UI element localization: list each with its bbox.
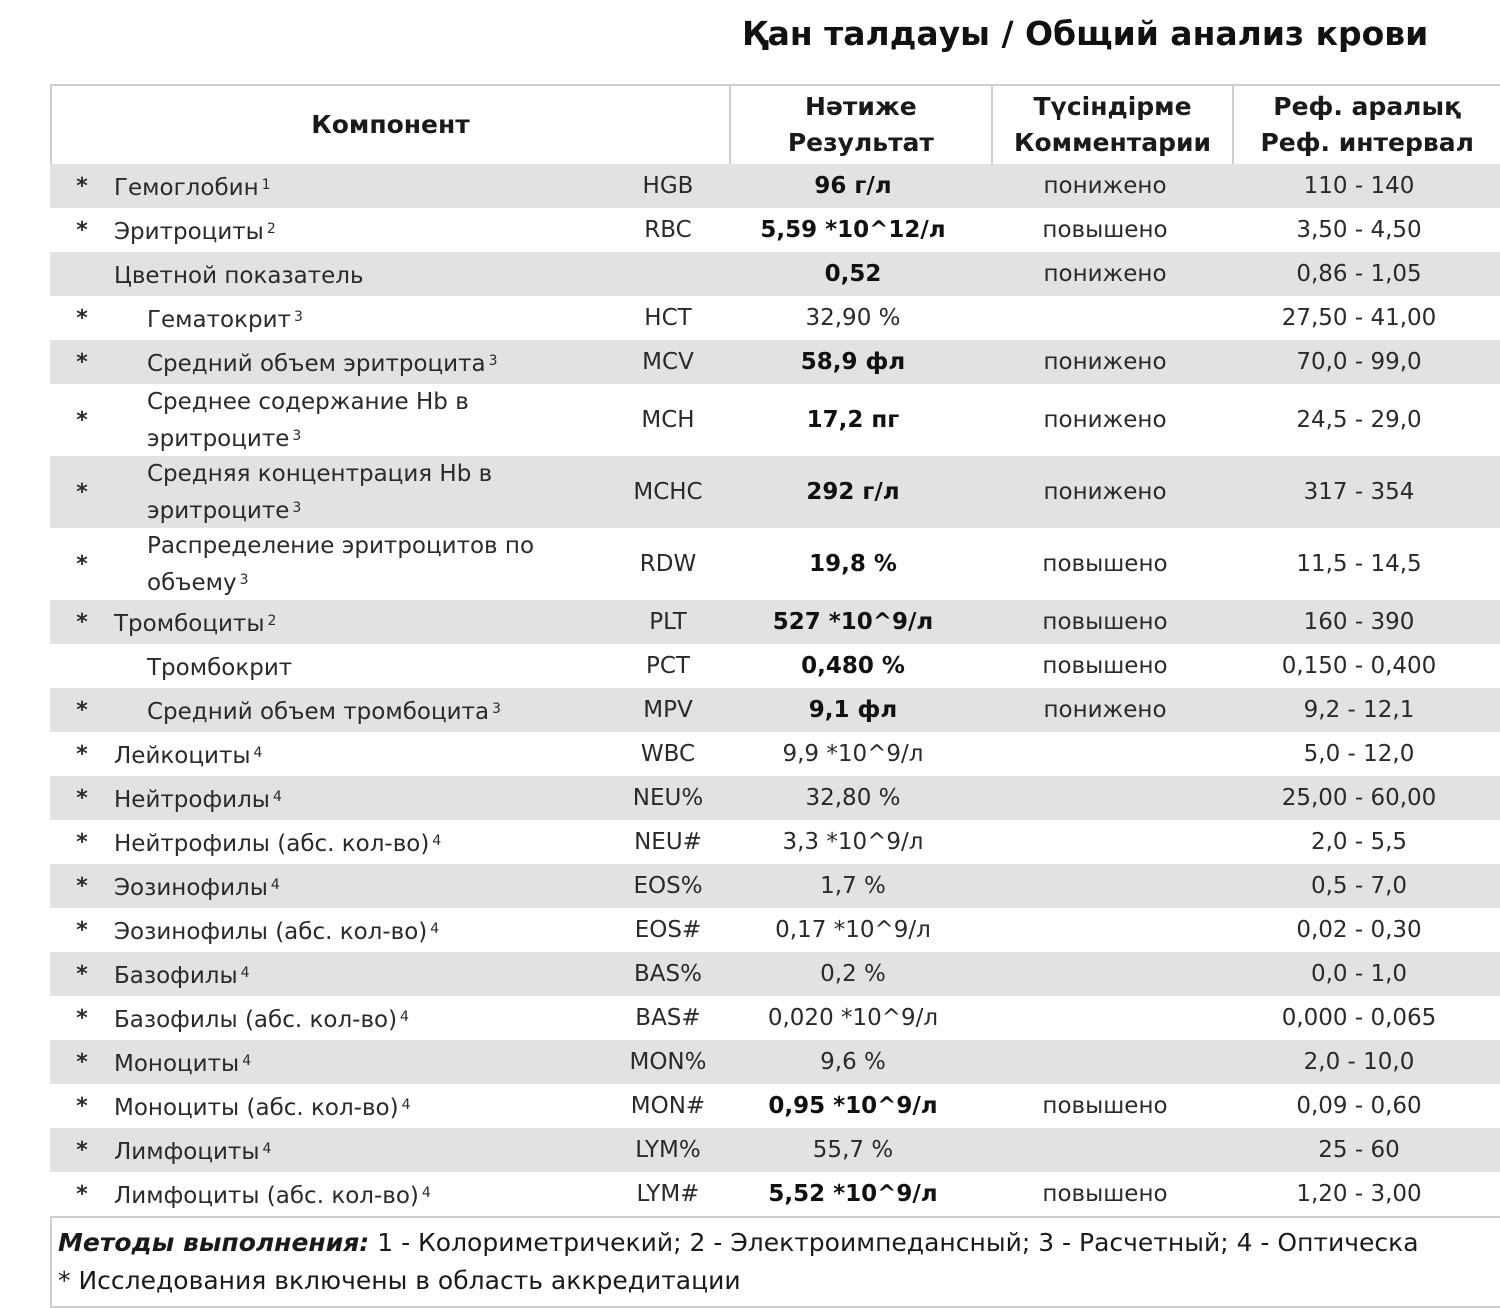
result-value: 527 *10^9/л	[772, 609, 934, 635]
table-row	[50, 296, 1500, 340]
result-value: 0,95 *10^9/л	[768, 1093, 938, 1119]
result-value: 32,80 %	[805, 785, 901, 811]
result-value: 32,90 %	[805, 305, 901, 331]
results-table	[50, 84, 1500, 1308]
result-value: 0,2 %	[820, 961, 886, 987]
component-code: LYM#	[636, 1181, 700, 1207]
result-value: 0,52	[824, 261, 882, 287]
result-value: 9,1 фл	[808, 697, 898, 723]
table-body	[50, 164, 1500, 1216]
accreditation-star: *	[76, 1093, 88, 1119]
method-ref: 4	[421, 1184, 431, 1201]
reference-range: 9,2 - 12,1	[1303, 697, 1415, 723]
component-name: Эритроциты $^2$	[114, 218, 276, 245]
component-code: NEU%	[632, 785, 704, 811]
table-row	[50, 864, 1500, 908]
component-code: MON#	[630, 1093, 706, 1119]
result-value: 96 г/л	[814, 173, 892, 199]
component-code: LYM%	[635, 1137, 701, 1163]
accreditation-note: * Исследования включены в область аккредитации	[58, 1266, 741, 1295]
component-name: Базофилы (абс. кол-во) $^4$	[114, 1006, 409, 1033]
component-code: MCH	[641, 407, 695, 433]
accreditation-star: *	[76, 741, 88, 767]
reference-range: 0,86 - 1,05	[1296, 261, 1422, 287]
reference-range: 24,5 - 29,0	[1296, 407, 1422, 433]
component-name: Лимфоциты (абс. кол-во) $^4$	[114, 1182, 431, 1209]
table-header	[50, 84, 1500, 164]
component-name: Моноциты (абс. кол-во) $^4$	[114, 1094, 411, 1121]
accreditation-star: *	[76, 697, 88, 723]
component-name: Лимфоциты $^4$	[114, 1138, 272, 1165]
method-ref: 4	[242, 1052, 252, 1069]
reference-range: 0,0 - 1,0	[1310, 961, 1408, 987]
accreditation-star: *	[76, 407, 88, 433]
component-name: Лейкоциты $^4$	[114, 742, 263, 769]
component-name: Эозинофилы (абс. кол-во) $^4$	[114, 918, 440, 945]
method-ref: 3	[292, 427, 302, 444]
component-code: RDW	[639, 551, 697, 577]
accreditation-star: *	[76, 961, 88, 987]
comment: понижено	[1043, 261, 1167, 287]
comment: повышено	[1042, 217, 1168, 243]
component-name: Среднее содержание Hb в эритроците $^3$	[147, 388, 469, 452]
method-ref: 4	[430, 920, 440, 937]
accreditation-star: *	[76, 217, 88, 243]
component-code: RBC	[644, 217, 692, 243]
reference-range: 1,20 - 3,00	[1296, 1181, 1422, 1207]
component-code: HCT	[644, 305, 692, 331]
reference-range: 160 - 390	[1303, 609, 1415, 635]
accreditation-star: *	[76, 479, 88, 505]
component-code: BAS#	[635, 1005, 701, 1031]
table-row	[50, 384, 1500, 456]
reference-range: 2,0 - 5,5	[1310, 829, 1408, 855]
table-row	[50, 1084, 1500, 1128]
table-row	[50, 164, 1500, 208]
component-name: Распределение эритроцитов по объему $^3$	[147, 532, 535, 596]
component-name: Эозинофилы $^4$	[114, 874, 280, 901]
reference-range: 5,0 - 12,0	[1303, 741, 1415, 767]
reference-range: 0,150 - 0,400	[1281, 653, 1437, 679]
method-ref: 4	[272, 788, 282, 805]
table-row	[50, 1172, 1500, 1216]
methods-line: Методы выполнения: 1 - Колориметричекий; 2 - Электроимпедансный; 3 - Расчетный; 4 - Оптическа	[58, 1228, 1419, 1257]
accreditation-star: *	[76, 1049, 88, 1075]
table-row	[50, 644, 1500, 688]
header-reference: Реф. аралық Реф. интервал	[1260, 92, 1474, 157]
method-ref: 3	[492, 700, 501, 717]
component-code: MCHC	[633, 479, 703, 505]
component-name: Базофилы $^4$	[114, 962, 250, 989]
result-value: 3,3 *10^9/л	[782, 829, 924, 855]
result-value: 0,480 %	[801, 653, 905, 679]
result-value: 5,52 *10^9/л	[768, 1181, 938, 1207]
footer-notes	[50, 1216, 1500, 1308]
method-ref: 3	[293, 308, 303, 325]
header-comment: Түсіндірме Комментарии	[993, 86, 1235, 164]
comment: понижено	[1043, 407, 1167, 433]
table-row	[50, 208, 1500, 252]
method-ref: 1	[261, 176, 271, 193]
result-value: 0,17 *10^9/л	[775, 917, 931, 943]
table-row	[50, 600, 1500, 644]
comment: понижено	[1043, 173, 1167, 199]
table-row	[50, 952, 1500, 996]
accreditation-star: *	[76, 1005, 88, 1031]
table-row	[50, 820, 1500, 864]
component-code: HGB	[642, 173, 694, 199]
method-ref: 4	[400, 1008, 409, 1025]
component-name: Нейтрофилы (абс. кол-во) $^4$	[114, 830, 442, 857]
table-row	[50, 996, 1500, 1040]
reference-range: 25 - 60	[1318, 1137, 1400, 1163]
method-ref: 4	[262, 1140, 272, 1157]
table-row	[50, 1128, 1500, 1172]
component-name: Тромбоциты $^2$	[114, 610, 277, 637]
result-value: 55,7 %	[812, 1137, 894, 1163]
accreditation-star: *	[76, 349, 88, 375]
header-result: Нәтиже Результат	[731, 86, 993, 164]
component-code: MON%	[629, 1049, 707, 1075]
accreditation-star: *	[76, 609, 88, 635]
comment: понижено	[1043, 697, 1167, 723]
page-title: Қан талдауы / Общий анализ крови	[742, 14, 1429, 53]
component-name: Средний объем эритроцита $^3$	[147, 350, 498, 377]
reference-range: 0,5 - 7,0	[1310, 873, 1408, 899]
table-row	[50, 456, 1500, 528]
reference-range: 317 - 354	[1303, 479, 1415, 505]
table-row	[50, 688, 1500, 732]
component-code: MCV	[642, 349, 694, 375]
component-name: Цветной показатель	[114, 262, 364, 289]
reference-range: 0,000 - 0,065	[1281, 1005, 1437, 1031]
table-row	[50, 908, 1500, 952]
method-ref: 3	[239, 571, 249, 588]
comment: понижено	[1043, 349, 1167, 375]
result-value: 17,2 пг	[806, 407, 900, 433]
component-code: EOS#	[634, 917, 702, 943]
reference-range: 11,5 - 14,5	[1296, 551, 1422, 577]
comment: повышено	[1042, 1093, 1168, 1119]
component-code: EOS%	[633, 873, 703, 899]
table-row	[50, 776, 1500, 820]
comment: понижено	[1043, 479, 1167, 505]
component-name: Гематокрит $^3$	[147, 306, 303, 333]
component-name: Нейтрофилы $^4$	[114, 786, 282, 813]
table-row	[50, 252, 1500, 296]
reference-range: 3,50 - 4,50	[1296, 217, 1422, 243]
method-ref: 2	[266, 220, 276, 237]
component-name: Средний объем тромбоцита $^3$	[147, 698, 501, 725]
component-name: Гемоглобин $^1$	[114, 174, 271, 201]
method-ref: 4	[432, 832, 442, 849]
accreditation-star: *	[76, 785, 88, 811]
reference-range: 27,50 - 41,00	[1281, 305, 1437, 331]
component-code: PLT	[649, 609, 687, 635]
table-row	[50, 1040, 1500, 1084]
component-code: WBC	[640, 741, 696, 767]
result-value: 0,020 *10^9/л	[767, 1005, 939, 1031]
header-component: Компонент	[52, 86, 731, 164]
method-ref: 4	[401, 1096, 411, 1113]
result-value: 9,9 *10^9/л	[782, 741, 924, 767]
accreditation-star: *	[76, 173, 88, 199]
accreditation-star: *	[76, 873, 88, 899]
component-code: PCT	[646, 653, 690, 679]
component-code: NEU#	[634, 829, 702, 855]
accreditation-star: *	[76, 1181, 88, 1207]
component-name: Моноциты $^4$	[114, 1050, 252, 1077]
method-ref: 4	[253, 744, 263, 761]
method-ref: 3	[292, 499, 302, 516]
accreditation-star: *	[76, 305, 88, 331]
reference-range: 25,00 - 60,00	[1281, 785, 1437, 811]
comment: повышено	[1042, 1181, 1168, 1207]
component-code: MPV	[643, 697, 693, 723]
method-ref: 2	[267, 612, 277, 629]
accreditation-star: *	[76, 1137, 88, 1163]
reference-range: 110 - 140	[1303, 173, 1415, 199]
method-ref: 4	[240, 964, 250, 981]
method-ref: 3	[488, 352, 498, 369]
component-name: Средняя концентрация Hb в эритроците $^3$	[147, 460, 493, 524]
component-code: BAS%	[634, 961, 702, 987]
method-ref: 4	[270, 876, 280, 893]
reference-range: 0,02 - 0,30	[1296, 917, 1422, 943]
reference-range: 70,0 - 99,0	[1296, 349, 1422, 375]
result-value: 1,7 %	[820, 873, 886, 899]
accreditation-star: *	[76, 551, 88, 577]
table-row	[50, 528, 1500, 600]
comment: повышено	[1042, 609, 1168, 635]
reference-range: 0,09 - 0,60	[1296, 1093, 1422, 1119]
result-value: 292 г/л	[806, 479, 900, 505]
comment: повышено	[1042, 551, 1168, 577]
accreditation-star: *	[76, 917, 88, 943]
table-row	[50, 340, 1500, 384]
comment: повышено	[1042, 653, 1168, 679]
component-name: Тромбокрит	[147, 654, 293, 681]
result-value: 5,59 *10^12/л	[760, 217, 946, 243]
result-value: 19,8 %	[809, 551, 897, 577]
table-row	[50, 732, 1500, 776]
reference-range: 2,0 - 10,0	[1303, 1049, 1415, 1075]
result-value: 9,6 %	[820, 1049, 886, 1075]
result-value: 58,9 фл	[800, 349, 906, 375]
accreditation-star: *	[76, 829, 88, 855]
